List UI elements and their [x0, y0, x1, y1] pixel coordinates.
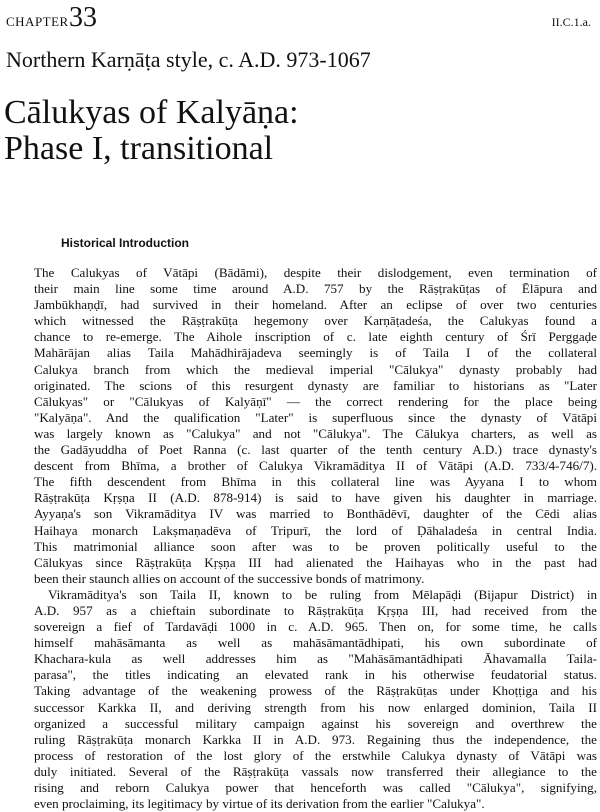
text-line: Rāṣṭrakūṭa Kṛṣṇa II (A.D. 878-914) is said to have given his daughter in marriage.	[34, 490, 597, 506]
text-line: chance to re-emerge. The Aihole inscription of c. late eighth century of Śrī Perggaḍe	[34, 329, 597, 345]
text-line: Cālukyas since Rāṣṭrakūṭa Kṛṣṇa III had alienated the Haihayas who in the past had	[34, 554, 597, 570]
chapter-header	[6, 4, 591, 36]
text-line: their main line some time around A.D. 757 by the Rāṣṭrakūṭas of Ēlāpura and	[34, 281, 597, 297]
text-line: organized a successful military campaign against his sovereign and overthrew the	[34, 715, 597, 731]
chapter-number: 33	[69, 2, 97, 33]
text-line: duly initiated. Several of the Rāṣṭrakūṭa vassals now transferred their allegiance to the	[34, 763, 597, 779]
text-line: been their staunch allies on account of the successive bonds of matrimony.	[34, 570, 425, 586]
text-line: Haihaya monarch Lakṣmaṇadēva of Tripurī, the lord of Ḍāhaladeśa in central India.	[34, 522, 597, 538]
text-line: descent from Bhīma, a brother of Calukya Vikramāditya II of Vātāpi (A.D. 733/4-746/7).	[34, 458, 597, 474]
text-line: Ayyaṇa's son Vikramāditya IV was married to Bonthādēvī, daughter of the Cēdi alias	[34, 506, 597, 522]
text-line: ruling Rāṣṭrakūṭa monarch Karkka II in A.D. 973. Regaining thus the independence, the	[34, 731, 597, 747]
paragraph	[34, 265, 597, 587]
text-line: parasa", the titles indicating an elevated rank in his otherwise feudatorial status.	[34, 667, 597, 683]
text-line: sovereign a fief of Tardavāḍi 1000 in c. A.D. 965. Then on, for some time, he calls	[34, 619, 597, 635]
section-code: II.C.1.a.	[551, 15, 591, 29]
text-line: process of restoration of the lost glory of the erstwhile Calukya dynasty of Vātāpi was	[34, 747, 597, 763]
title-line-2: Phase I, transitional	[4, 130, 274, 167]
text-line: successor Karkka II, and deriving strength from his now enlarged dominion, Taila II	[34, 699, 597, 715]
text-line: The fifth descendent from Bhīma in this collateral line was Ayyana I to whom	[34, 474, 597, 490]
text-line: which witnessed the Rāṣṭrakūṭa hegemony over Karṇāṭadeśa, the Calukyas found a	[34, 313, 597, 329]
text-line: Calukya branch from which the medieval imperial "Cālukya" dynasty probably had	[34, 361, 597, 377]
page-title	[4, 95, 299, 167]
text-line: rising and reborn Calukya power that henceforth was called "Cālukya", signifying,	[34, 780, 597, 795]
text-line: "Kalyāṇa". And the qualification "Later" is superfluous since the dynasty of Vātāpi	[34, 409, 597, 425]
text-line: the Gadāyuddha of Poet Ranna (c. last quarter of the tenth century A.D.) trace dynasty's	[34, 442, 597, 458]
body-text	[34, 265, 597, 812]
text-line: A.D. 957 as a chieftain subordinate to Rāṣṭrakūṭa Kṛṣṇa III, had received from the	[34, 602, 597, 618]
text-line: Cālukyas" or "Cālukyas of Kalyāṇī" — the correct rendering for the place being	[34, 393, 597, 409]
title-line-1: Cālukyas of Kalyāṇa:	[4, 94, 299, 131]
paragraph	[34, 587, 597, 812]
text-line: Jambūkhaṇḍī, had survived in their homeland. After an eclipse of over two centuries	[34, 297, 597, 313]
text-line: originated. The scions of this resurgent dynasty are familiar to historians as "Later	[34, 377, 597, 393]
text-line: Taking advantage of the weakening prowess of the Rāṣṭrakūṭas under Khoṭṭiga and his	[34, 683, 597, 699]
text-line: himself mahāsāmanta as well as mahāsāmantādhipati, his own subordinate of	[34, 635, 597, 651]
style-heading: Northern Karṇāṭa style, c. A.D. 973-1067	[6, 47, 371, 72]
text-line: Khachara-kula as well addresses him as "Mahāsāmantādhipati Āhavamalla Taila-	[34, 651, 597, 667]
text-line: Mahārājan alias Taila Mahādhirājadeva seemingly is of Taila I of the collateral	[34, 345, 597, 361]
text-line: was largely known as "Calukya" and not "Cālukya". The Cālukya charters, as well as	[34, 425, 597, 441]
section-heading: Historical Introduction	[61, 236, 190, 250]
text-line: Vikramāditya's son Taila II, known to be ruling from Mēlapāḍi (Bijapur District) in	[48, 586, 597, 602]
text-line: even proclaiming, its legitimacy by virtue of its derivation from the earlier "Calukya".	[34, 796, 485, 812]
text-line: The Calukyas of Vātāpi (Bādāmi), despite their dislodgement, even termination of	[34, 265, 597, 280]
text-line: This matrimonial alliance soon after was to be proven politically useful to the	[34, 538, 597, 554]
chapter-label: CHAPTER	[6, 14, 69, 29]
